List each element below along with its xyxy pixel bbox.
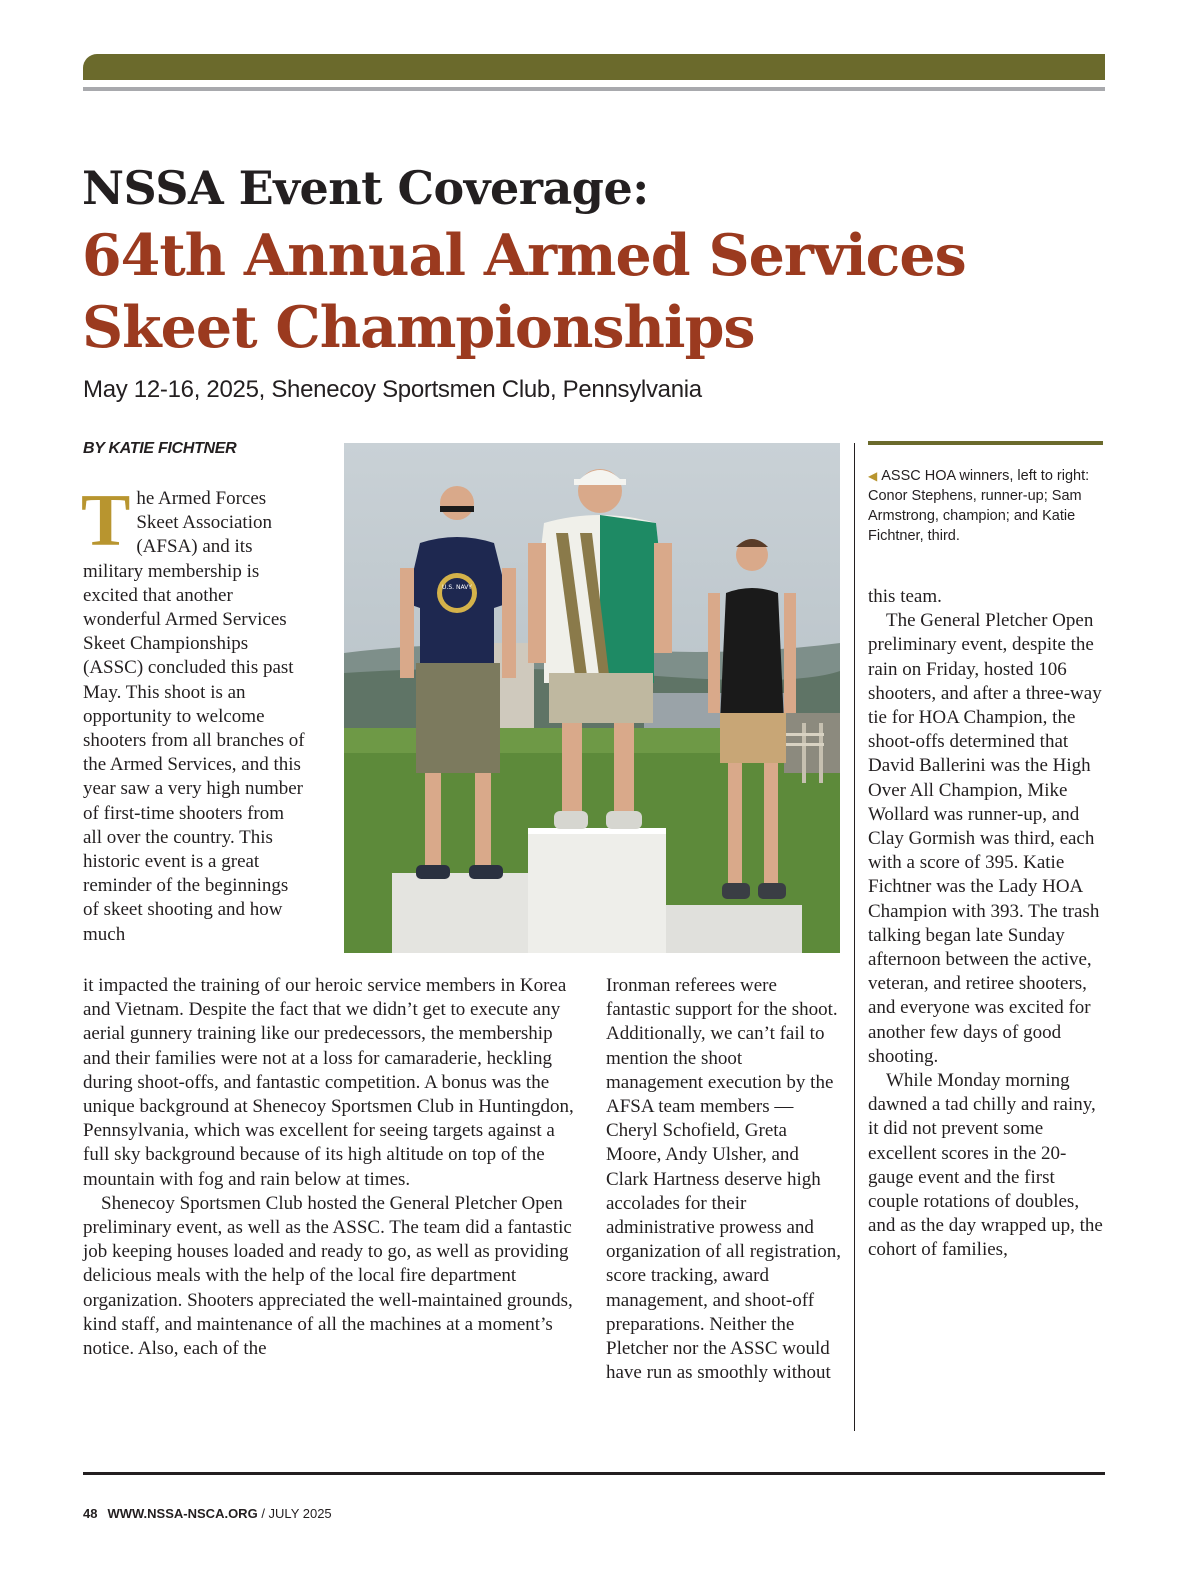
shirt-text: U.S. NAVY bbox=[442, 584, 472, 591]
article-column-1-lead bbox=[81, 480, 305, 947]
article-column-2 bbox=[606, 974, 842, 1385]
page-number: 48 bbox=[83, 1506, 98, 1521]
lead-paragraph-start: he Armed Forces Skeet Association (AFSA) and its military membership is excited that another wonderful Armed Services Skeet Championships (ASSC) concluded this past May. This shoot is an opportunity to welcome shooters from all branches of the Armed Services, and this year saw a very high number of first-time shooters from all over the country. This historic event is a great reminder of the beginnings of skeet shooting and how much bbox=[83, 488, 305, 945]
paragraph-2: Shenecoy Sportsmen Club hosted the General Pletcher Open preliminary event, as well as the ASSC. The team did a fantastic job keeping houses loaded and ready to go, as well as providing delicious meals with the help of the local fire department organization. Shooters appreciated the well-maintained grounds, kind staff, and maintenance of all the machines at a moment’s notice. Also, each of the bbox=[83, 1192, 573, 1360]
caption-text: ASSC HOA winners, left to right: Conor Stephens, runner-up; Sam Armstrong, champion; and Katie Fichtner, third. bbox=[868, 468, 1090, 544]
page-footer bbox=[83, 1506, 332, 1521]
column-divider bbox=[854, 443, 855, 1431]
column-3-start: this team. bbox=[868, 586, 942, 607]
top-decorative-bar bbox=[83, 54, 1105, 80]
top-divider-line bbox=[83, 87, 1105, 91]
footer-rule bbox=[83, 1472, 1105, 1475]
drop-cap: T bbox=[81, 480, 131, 562]
photo-illustration bbox=[344, 443, 840, 953]
title-line-1: NSSA Event Coverage: bbox=[82, 161, 649, 215]
column-2-text: Ironman referees were fantastic support for the shoot. Additionally, we can’t fail to mention the shoot management execution by the AFSA team members — Cheryl Schofield, Greta Moore, Andy Ulsher, and Clark Hartness deserve high accolades for their administrative prowess and organization of all registration, score tracking, award management, and shoot-off preparations. Neither the Pletcher nor the ASSC would have run as smoothly without bbox=[606, 975, 841, 1384]
caption-arrow-icon: ◀ bbox=[868, 469, 878, 483]
article-column-1-body bbox=[83, 974, 581, 1361]
footer-site-link[interactable]: WWW.NSSA-NSCA.ORG bbox=[107, 1506, 258, 1521]
photo-caption bbox=[868, 466, 1102, 546]
title-line-2: 64th Annual Armed Services Skeet Championships bbox=[82, 222, 966, 361]
subtitle: May 12-16, 2025, Shenecoy Sportsmen Club, Pennsylvania bbox=[83, 376, 702, 403]
column-3-paragraph-3: While Monday morning dawned a tad chilly and rainy, it did not prevent some excellent scores in the 20-gauge event and the first couple rotations of doubles, and as the day wrapped up, the cohort of families, bbox=[868, 1070, 1103, 1261]
footer-issue: / JULY 2025 bbox=[261, 1506, 332, 1521]
winners-podium-photo bbox=[344, 443, 840, 953]
byline: BY KATIE FICHTNER bbox=[83, 440, 237, 457]
column-3-paragraph-2: The General Pletcher Open preliminary event, despite the rain on Friday, hosted 106 shooters, and after a three-way tie for HOA Champion, the shoot-offs determined that David Ballerini was the High Over All Champion, Mike Wollard was runner-up, and Clay Gormish was third, each with a score of 395. Katie Fichtner was the Lady HOA Champion with 393. The trash talking began late Sunday afternoon between the active, veteran, and retiree shooters, and everyone was excited for another few days of good shooting. bbox=[868, 610, 1102, 1067]
article-column-3 bbox=[868, 585, 1108, 1263]
caption-rule bbox=[868, 441, 1103, 445]
lead-paragraph-continued: it impacted the training of our heroic service members in Korea and Vietnam. Despite the fact that we didn’t get to execute any aerial gunnery training like our predecessors, the membership and their families were not at a loss for camaraderie, heckling during shoot-offs, and fantastic competition. A bonus was the unique background at Shenecoy Sportsmen Club in Huntingdon, Pennsylvania, which was excellent for seeing targets against a full sky background because of its high altitude on top of the mountain with fog and rain below at times. bbox=[83, 975, 574, 1190]
